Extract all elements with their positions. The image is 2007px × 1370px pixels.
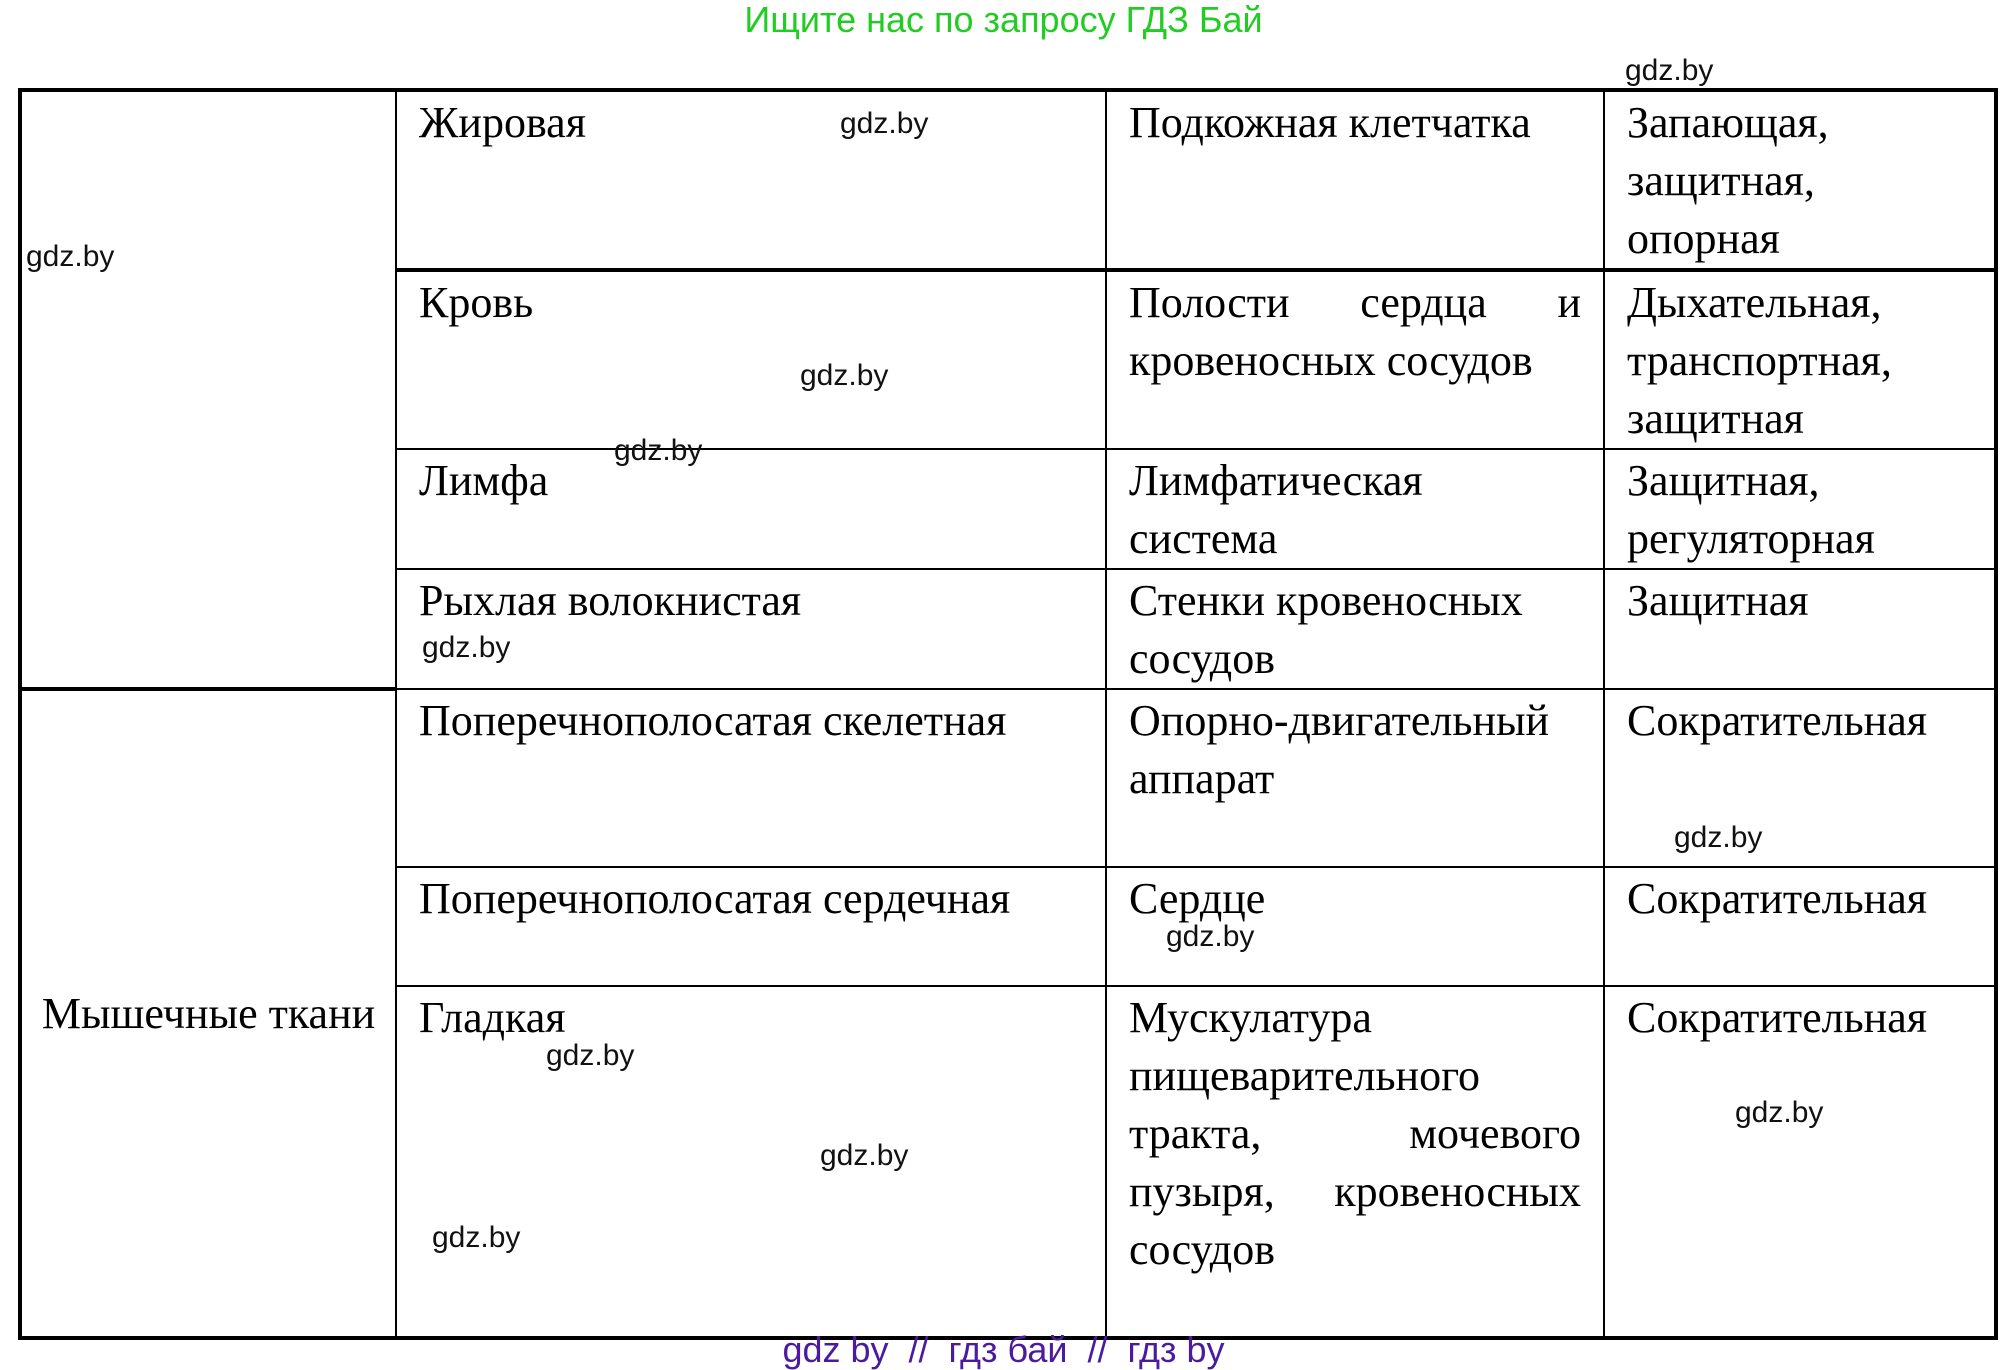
function-cell: Дыхательная, транспортная, защитная [1604, 270, 1996, 449]
tissue-cell: Рыхлая волокнистая [396, 569, 1106, 689]
tissue-cell: Поперечнополосатая сердечная [396, 867, 1106, 986]
watermark: gdz.by [1625, 54, 1714, 87]
location-cell: Полости сердца и кровеносных сосудов [1106, 270, 1604, 449]
watermark: gdz.by [1166, 920, 1255, 953]
tissue-cell: Жировая [396, 90, 1106, 270]
function-cell: Защитная [1604, 569, 1996, 689]
watermark: gdz.by [614, 434, 703, 467]
group-cell: Мышечные ткани [20, 689, 396, 1338]
watermark: gdz.by [800, 359, 889, 392]
function-cell: Сократительная [1604, 986, 1996, 1338]
group-cell [20, 90, 396, 689]
table-row [20, 90, 1996, 270]
tissue-cell: Кровь [396, 270, 1106, 449]
location-cell: Лимфатическая система [1106, 449, 1604, 569]
watermark: gdz.by [546, 1039, 635, 1072]
function-cell: Сократительная [1604, 689, 1996, 867]
watermark: gdz.by [432, 1221, 521, 1254]
location-cell: Мускулатура пищеварительного тракта, мочевого пузыря, кровеносных сосудов [1106, 986, 1604, 1338]
tissue-cell: Гладкая [396, 986, 1106, 1338]
tissue-cell: Поперечнополосатая скелетная [396, 689, 1106, 867]
function-cell: Запающая, защитная, опорная [1604, 90, 1996, 270]
location-cell: Сердце [1106, 867, 1604, 986]
function-cell: Сократительная [1604, 867, 1996, 986]
location-cell: Подкожная клетчатка [1106, 90, 1604, 270]
function-cell: Защитная, регуляторная [1604, 449, 1996, 569]
watermark: gdz.by [26, 240, 115, 273]
watermark: gdz.by [1674, 821, 1763, 854]
tissue-table [18, 88, 1998, 1340]
watermark: gdz.by [1735, 1096, 1824, 1129]
page-title: Ищите нас по запросу ГДЗ Бай [744, 0, 1263, 40]
location-cell: Стенки кровеносных сосудов [1106, 569, 1604, 689]
watermark: gdz.by [840, 107, 929, 140]
location-cell: Опорно-двигательный аппарат [1106, 689, 1604, 867]
watermark: gdz.by [422, 631, 511, 664]
watermark: gdz.by [820, 1139, 909, 1172]
footer-text: gdz by // гдз бай // гдз by [782, 1329, 1225, 1370]
tissue-cell: Лимфа [396, 449, 1106, 569]
